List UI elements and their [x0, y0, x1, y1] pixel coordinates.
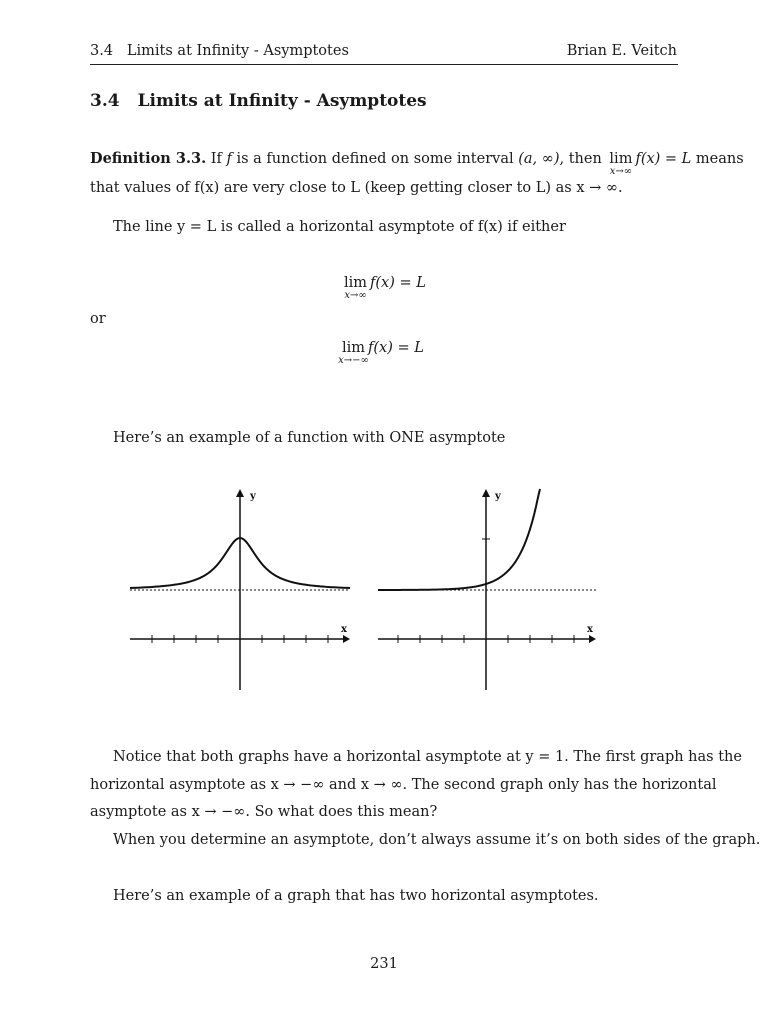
graph-left — [128, 485, 354, 695]
x-axis-arrow — [589, 635, 596, 643]
notice-line-3: asymptote as x → −∞. So what does this mean? — [90, 804, 438, 820]
x-axis-label: x — [587, 624, 593, 635]
section-title — [90, 91, 427, 111]
section-number: 3.4 — [90, 91, 120, 111]
definition-text: If — [206, 151, 227, 167]
notice-line-4: When you determine an asymptote, don’t always assume it’s on both sides of the graph. — [113, 832, 761, 848]
asymptote-intro: The line y = L is called a horizontal asymptote of f(x) if either — [113, 219, 566, 235]
y-axis-arrow — [236, 489, 244, 497]
lim-text: lim — [344, 275, 368, 291]
definition-line-2: that values of f(x) are very close to L (keep getting closer to L) as x → ∞. — [90, 180, 623, 196]
limit-operator — [609, 151, 633, 177]
lim-text: lim — [609, 151, 633, 167]
section-title-text: Limits at Infinity - Asymptotes — [137, 91, 427, 111]
equation-1 — [341, 275, 426, 301]
running-header-left: 3.4 Limits at Infinity - Asymptotes — [90, 43, 349, 59]
math-expression: f(x) = L — [370, 275, 426, 291]
math-f: f — [226, 151, 232, 167]
limit-operator — [338, 340, 369, 366]
page-number: 231 — [370, 956, 398, 972]
definition-line-1 — [90, 150, 744, 177]
limit-operator — [344, 275, 368, 301]
lim-text: lim — [342, 340, 366, 356]
x-axis-arrow — [343, 635, 350, 643]
lim-subscript: x→∞ — [609, 166, 633, 177]
lim-subscript: x→∞ — [344, 290, 367, 301]
definition-text: means — [691, 151, 744, 167]
y-axis-arrow — [482, 489, 490, 497]
example-one-text: Here’s an example of a function with ONE asymptote — [113, 430, 506, 446]
definition-text: , then — [559, 151, 607, 167]
definition-label: Definition 3.3. — [90, 150, 207, 167]
header-rule — [90, 64, 678, 65]
function-curve — [378, 489, 540, 590]
example-two-text: Here’s an example of a graph that has two horizontal asymptotes. — [113, 888, 599, 904]
x-axis-label: x — [341, 624, 347, 635]
graph-right — [376, 485, 602, 695]
notice-line-1: Notice that both graphs have a horizontal asymptote at y = 1. The first graph has the — [113, 749, 742, 765]
math-interval: (a, ∞) — [518, 151, 560, 167]
lim-subscript: x→−∞ — [338, 355, 369, 366]
y-axis-label: y — [250, 491, 256, 502]
equation-2 — [338, 340, 424, 366]
y-axis-label: y — [495, 491, 501, 502]
or-text: or — [90, 311, 106, 327]
notice-line-2: horizontal asymptote as x → −∞ and x → ∞. The second graph only has the horizontal — [90, 777, 717, 793]
math-expression: f(x) = L — [635, 151, 692, 167]
definition-text: is a function defined on some interval — [231, 151, 519, 167]
math-expression: f(x) = L — [368, 340, 424, 356]
running-header-right: Brian E. Veitch — [566, 43, 677, 59]
